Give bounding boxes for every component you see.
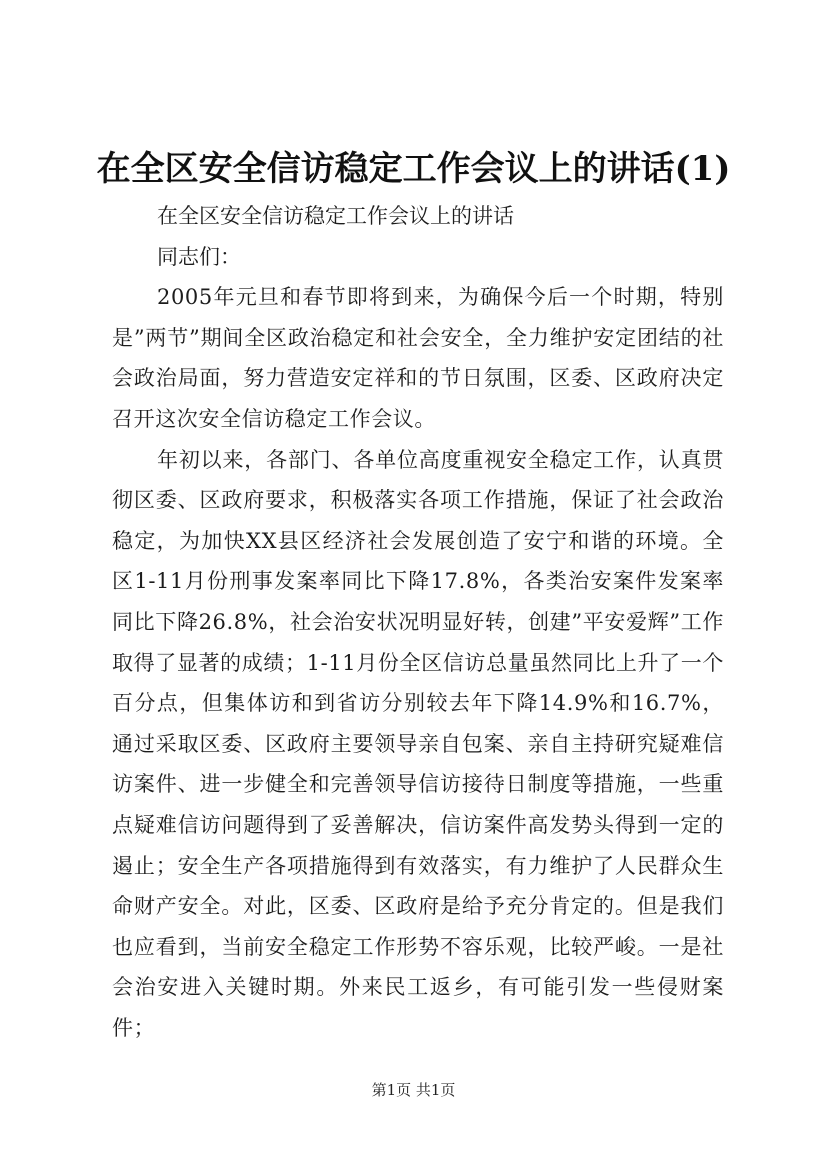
- page-footer: 第1页 共1页: [371, 1081, 456, 1099]
- document-subtitle: 在全区安全信访稳定工作会议上的讲话: [157, 204, 514, 228]
- paragraph-1: 2005年元旦和春节即将到来，为确保今后一个时期，特别是”两节”期间全区政治稳定和社会安全，全力维护安定团结的社会政治局面，努力营造安定祥和的节日氛围，区委、区政府决定召开这次安全信访稳定工作会议。: [112, 285, 724, 431]
- document-title: 在全区安全信访稳定工作会议上的讲话(1): [96, 149, 731, 189]
- paragraph-2: 年初以来，各部门、各单位高度重视安全稳定工作，认真贯彻区委、区政府要求，积极落实各项工作措施，保证了社会政治稳定，为加快XX县区经济社会发展创造了安宁和谐的环境。全区1-11月份刑事发案率同比下降17.8%，各类治安案件发案率同比下降26.8%，社会治安状况明显好转，创建”平安爱辉”工作取得了显著的成绩；1-11月份全区信访总量虽然同比上升了一个百分点，但集体访和到省访分别较去年下降14.9%和16.7%，通过采取区委、区政府主要领导亲自包案、亲自主持研究疑难信访案件、进一步健全和完善领导信访接待日制度等措施，一些重点疑难信访问题得到了妥善解决，信访案件高发势头得到一定的遏止；安全生产各项措施得到有效落实，有力维护了人民群众生命财产安全。对此，区委、区政府是给予充分肯定的。但是我们也应看到，当前安全稳定工作形势不容乐观，比较严峻。一是社会治安进入关键时期。外来民工返乡，有可能引发一些侵财案件；: [112, 447, 724, 1040]
- document-body: [112, 196, 724, 1048]
- salutation: 同志们：: [157, 244, 241, 269]
